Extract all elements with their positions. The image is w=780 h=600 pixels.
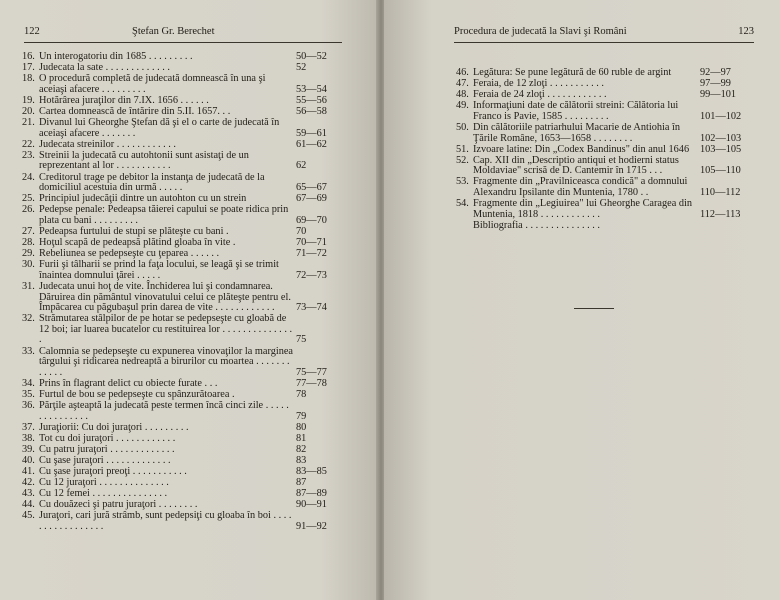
toc-entry (456, 101, 750, 122)
entry-number: 34. (22, 377, 35, 389)
entry-title: Cu douăzeci şi patru juraţori . . . . . . . . (39, 499, 198, 511)
entry-title: Informaţiuni date de călătorii streini: Călătoria lui Franco is Pavie, 1585 . . . . . . . . . (473, 100, 679, 122)
entry-number: 42. (22, 477, 35, 489)
entry-pages: 83 (296, 454, 307, 466)
entry-title: Pedepse penale: Pedeapsa tăierei capului se poate ridica prin plata cu bani . . . . . . . . . (39, 204, 289, 226)
entry-number: 40. (22, 454, 35, 466)
toc-entry (22, 140, 340, 151)
entry-pages: 77—78 (296, 377, 327, 389)
entry-title: Cu 12 femei . . . . . . . . . . . . . . . (39, 488, 168, 500)
entry-number: 23. (22, 149, 35, 161)
left-page (0, 0, 378, 600)
running-head: Ştefan Gr. Berechet (132, 26, 215, 37)
table-of-contents (456, 68, 750, 232)
entry-title: Legătura: Se pune legătură de 60 ruble de argint (473, 67, 672, 78)
entry-title: Calomnia se pedepseşte cu expunerea vinovaţilor la marginea târgului şi ridicarea nedreaptă a birurilor cu moartea . . . . . . . . . . . . (39, 345, 293, 378)
entry-pages: 65—67 (296, 182, 327, 194)
entry-number: 41. (22, 466, 35, 478)
entry-number: 29. (22, 248, 35, 260)
toc-entry (456, 68, 750, 79)
entry-title: Principiul judecăţii dintre un autohton cu un strein (39, 193, 247, 205)
entry-number: 48. (456, 89, 469, 101)
entry-pages: 52 (296, 62, 307, 74)
entry-number: 26. (22, 204, 35, 216)
toc-entry (456, 79, 750, 90)
entry-pages: 81 (296, 432, 307, 444)
entry-title: Creditorul trage pe debitor la instanţa de judecată de la domiciliul acestuia din urmă . . . . . (39, 171, 265, 194)
entry-pages: 78 (296, 388, 307, 400)
entry-pages: 61—62 (296, 138, 327, 150)
toc-entry (22, 74, 340, 95)
entry-title: Părţile aşteaptă la judecată peste termen încă cinci zile . . . . . . . . . . . . . . . (39, 400, 289, 422)
entry-number: 28. (22, 237, 35, 249)
table-of-contents (22, 52, 340, 533)
entry-title: Strămutarea stâlpilor de pe hotar se pedepseşte cu gloabă de 12 boi; iar luarea bucatelor cu restituirea lor . . . . . . . . . . . . . . . (39, 313, 293, 346)
entry-number: 22. (22, 138, 35, 150)
entry-title: Streinii la judecată cu autohtonii sunt asistaţi de un reprezentant al lor . . . . . . . . . . . (39, 149, 249, 172)
entry-pages: 67—69 (296, 193, 327, 205)
entry-pages: 71—72 (296, 248, 327, 260)
entry-number: 33. (22, 345, 35, 357)
entry-number (456, 221, 473, 232)
entry-pages: 87 (296, 477, 307, 489)
entry-number: 32. (22, 313, 35, 325)
right-page (384, 0, 780, 600)
entry-title: Hotărârea juraţilor din 7.IX. 1656 . . . . . . (39, 94, 209, 106)
toc-entry (456, 123, 750, 144)
toc-entry (22, 500, 340, 511)
left-page-header (24, 26, 342, 43)
toc-entry (456, 145, 750, 156)
entry-number: 19. (22, 94, 35, 106)
toc-entry (22, 511, 340, 532)
entry-pages: 103—105 (700, 143, 742, 155)
entry-title: Pedeapsa furtului de stupi se plăteşte cu bani . (39, 226, 229, 237)
toc-entry (22, 390, 340, 401)
entry-number: 47. (456, 78, 469, 90)
entry-number: 52. (456, 154, 469, 166)
closing-rule (574, 308, 614, 309)
toc-entry (22, 118, 340, 139)
entry-title: Fragmente din „Pravilniceasca condică" a domnului Alexandru Ipsilante din Muntenia, 1780 . . (473, 176, 688, 199)
entry-pages: 69—70 (296, 214, 327, 226)
entry-number: 36. (22, 400, 35, 411)
entry-pages: 82 (296, 443, 307, 455)
entry-pages: 72—73 (296, 269, 327, 281)
entry-title: Judecata la sate . . . . . . . . . . . . . (39, 62, 170, 74)
toc-entry (22, 401, 340, 422)
entry-title: Un interogatoriu din 1685 . . . . . . . . . (39, 51, 193, 62)
entry-title: Divanul lui Gheorghe Ştefan dă şi el o carte de judecată în aceiaşi afacere . . . . . . . (39, 117, 280, 139)
entry-title: Rebeliunea se pedepseşte cu ţeparea . . . . . . (39, 248, 220, 260)
entry-title: Prins în flagrant delict cu obiecte furate . . . (39, 377, 218, 389)
entry-number: 51. (456, 143, 469, 155)
toc-entry (22, 347, 340, 379)
toc-entry (22, 489, 340, 500)
entry-title: Fragmente din „Legiuirea" lui Gheorghe Caragea din Muntenia, 1818 . . . . . . . . . . . . (473, 198, 693, 220)
entry-number: 27. (22, 226, 35, 237)
entry-title: Judecata streinilor . . . . . . . . . . . . (39, 138, 176, 150)
toc-entry (22, 314, 340, 346)
toc-entry (22, 445, 340, 456)
toc-entry (22, 227, 340, 238)
entry-number: 39. (22, 443, 35, 455)
entry-number: 30. (22, 259, 35, 271)
entry-pages: 99—101 (700, 89, 737, 101)
entry-title: Cu 12 juraţori . . . . . . . . . . . . . . (39, 477, 169, 489)
entry-title: Izvoare latine: Din „Codex Bandinus" din anul 1646 (473, 143, 690, 155)
entry-pages: 70—71 (296, 237, 327, 249)
toc-entry (22, 260, 340, 281)
toc-entry (22, 52, 340, 63)
entry-number: 35. (22, 388, 35, 400)
entry-number: 24. (22, 171, 35, 183)
toc-entry (22, 467, 340, 478)
toc-entry (456, 199, 750, 220)
entry-number: 20. (22, 105, 35, 117)
entry-title: Feraia, de 12 zloţi . . . . . . . . . . . (473, 78, 604, 90)
toc-entry (22, 456, 340, 467)
toc-entry (456, 221, 750, 232)
entry-number: 17. (22, 62, 35, 74)
entry-pages: 50—52 (296, 51, 327, 62)
entry-title: Judecata unui hoţ de vite. Închiderea lui şi condamnarea. Dăruirea din pământul vinovatului celui ce plăteşte pentru el. Împăcarea cu păgubaşul prin darea de vite . . . . . . . . . . . . (39, 280, 291, 314)
entry-number: 49. (456, 100, 469, 112)
entry-pages: 56—58 (296, 105, 327, 117)
toc-entry (22, 63, 340, 74)
entry-title: Din călătoriile patriarhului Macarie de Antiohia în Ţările Române, 1653—1658 . . . . . . . . (473, 121, 681, 144)
entry-title: Cartea domnească de întărire din 5.II. 1657. . . (39, 105, 231, 117)
entry-pages: 62 (296, 160, 307, 172)
toc-entry (22, 282, 340, 314)
toc-entry (22, 238, 340, 249)
entry-title: Juraţori, cari jură strâmb, sunt pedepsiţi cu gloaba în boi . . . . . . . . . . . . . . . . . (39, 510, 292, 533)
toc-entry (22, 434, 340, 445)
toc-entry (22, 173, 340, 194)
entry-title: Cu şase juraţori . . . . . . . . . . . . . (39, 454, 171, 466)
toc-entry (22, 205, 340, 226)
entry-title: Tot cu doi juraţori . . . . . . . . . . . . (39, 432, 176, 444)
entry-pages: 110—112 (700, 187, 741, 199)
entry-pages: 80 (296, 421, 307, 433)
toc-entry (22, 478, 340, 489)
entry-pages: 75—77 (296, 366, 327, 378)
toc-entry (22, 96, 340, 107)
entry-pages: 112—113 (700, 208, 741, 220)
running-head: Procedura de judecată la Slavi şi Români (454, 26, 627, 37)
entry-number: 38. (22, 432, 35, 444)
entry-number: 53. (456, 176, 469, 188)
entry-pages: 83—85 (296, 466, 327, 478)
entry-pages: 90—91 (296, 499, 327, 511)
entry-pages: 87—89 (296, 488, 327, 500)
page-number: 122 (24, 26, 40, 37)
entry-pages: 97—99 (700, 78, 731, 90)
entry-title: Cu şase juraţori preoţi . . . . . . . . . . . (39, 466, 187, 478)
entry-pages: 105—110 (700, 165, 741, 177)
entry-title: O procedură completă de judecată domnească în una şi aceiaşi afacere . . . . . . . . . (39, 73, 266, 95)
toc-entry (456, 156, 750, 177)
entry-number: 25. (22, 193, 35, 205)
entry-number: 50. (456, 121, 469, 133)
entry-pages: 53—54 (296, 83, 327, 95)
entry-pages: 73—74 (296, 302, 327, 314)
entry-pages: 59—61 (296, 127, 327, 139)
entry-pages: 91—92 (296, 521, 327, 533)
entry-pages: 79 (296, 410, 307, 422)
toc-entry (22, 107, 340, 118)
entry-pages: 102—103 (700, 132, 742, 144)
toc-entry (22, 249, 340, 260)
entry-title: Furii şi tâlharii se prind la faţa locului, se leagă şi se trimit înaintea domnului ţărei . . . . . (39, 259, 279, 281)
entry-pages: 92—97 (700, 67, 731, 78)
entry-pages: 70 (296, 226, 307, 237)
toc-entry (456, 90, 750, 101)
entry-number: 45. (22, 510, 35, 522)
entry-title: Bibliografia . . . . . . . . . . . . . . . (473, 219, 600, 231)
entry-number: 16. (22, 51, 35, 62)
entry-number: 37. (22, 421, 35, 433)
right-page-header (454, 26, 754, 43)
entry-title: Juraţiorii: Cu doi juraţori . . . . . . . . . (39, 421, 189, 433)
entry-title: Feraia de 24 zloţi . . . . . . . . . . . . (473, 89, 607, 101)
toc-entry (22, 151, 340, 172)
entry-pages: 75 (296, 334, 307, 346)
entry-title: Furtul de bou se pedepseşte cu spânzurătoarea . (39, 388, 235, 400)
entry-number: 44. (22, 499, 35, 511)
entry-number: 21. (22, 117, 35, 129)
toc-entry (22, 194, 340, 205)
entry-pages: 101—102 (700, 110, 742, 122)
toc-entry (22, 379, 340, 390)
page-number: 123 (738, 26, 754, 37)
entry-number: 54. (456, 198, 469, 210)
entry-number: 18. (22, 73, 35, 85)
entry-title: Hoţul scapă de pedeapsă plătind gloaba în vite . (39, 237, 236, 249)
entry-number: 43. (22, 488, 35, 500)
entry-number: 46. (456, 67, 469, 78)
toc-entry (22, 423, 340, 434)
toc-entry (456, 177, 750, 198)
entry-pages: 55—56 (296, 94, 327, 106)
entry-title: Cu patru juraţori . . . . . . . . . . . . . (39, 443, 175, 455)
entry-title: Cap. XII din „Descriptio antiqui et hodierni status Moldaviae" scrisă de D. Cantemir în 1715 . . . (473, 154, 679, 177)
entry-number: 31. (22, 280, 35, 292)
